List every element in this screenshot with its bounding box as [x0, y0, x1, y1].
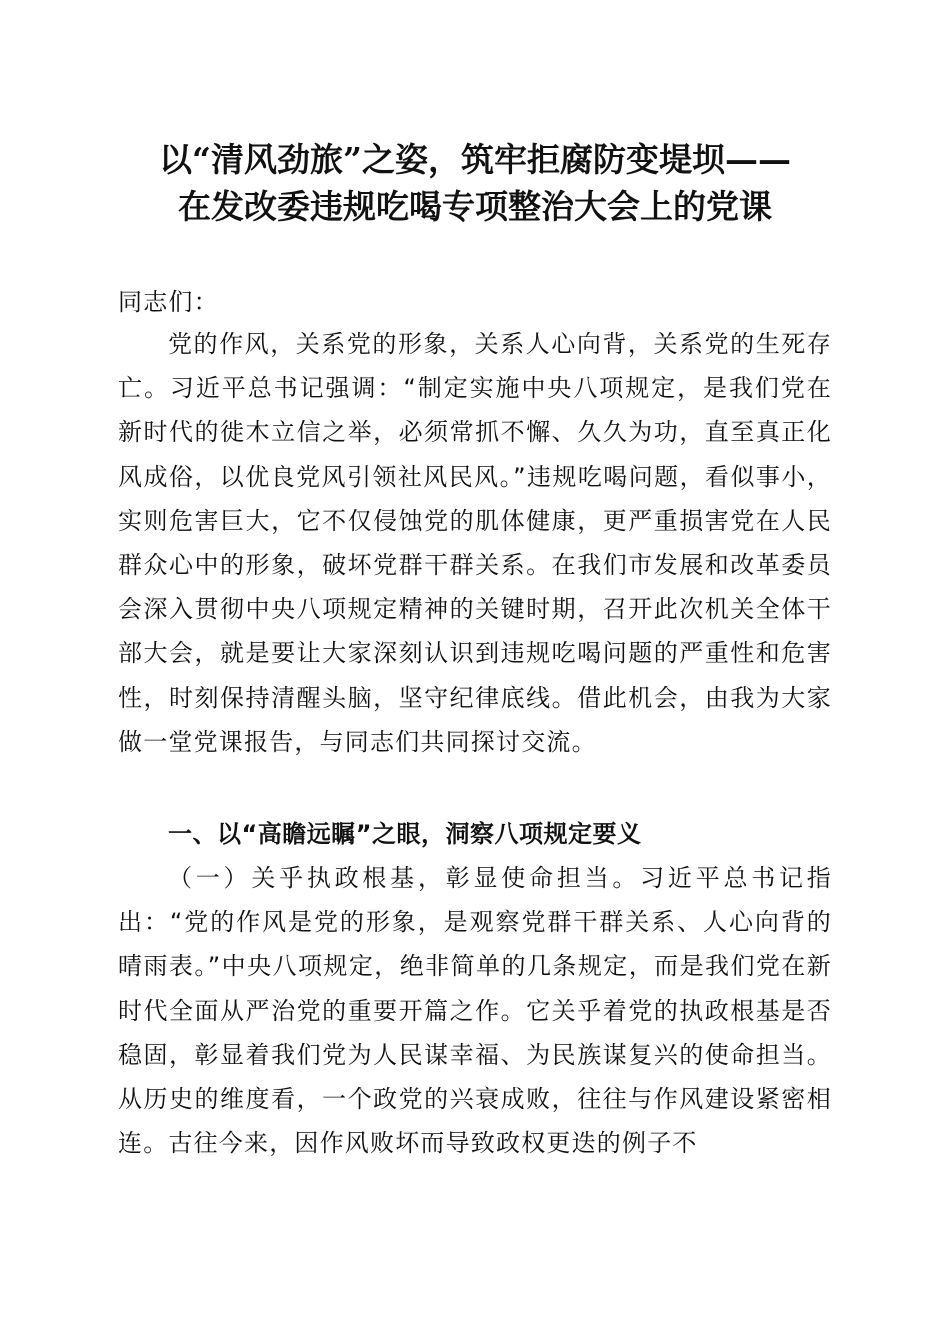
intro-paragraph: 党的作风，关系党的形象，关系人心向背，关系党的生死存亡。习近平总书记强调：“制定实施中央八项规定，是我们党在新时代的徙木立信之举，必须常抓不懈、久久为功，直至真正化风成俗，以优良党风引领社风民风。”违规吃喝问题，看似事小，实则危害巨大，它不仅侵蚀党的肌体健康，更严重损害党在人民群众心中的形象，破坏党群干群关系。在我们市发展和改革委员会深入贯彻中央八项规定精神的关键时期，召开此次机关全体干部大会，就是要让大家深刻认识到违规吃喝问题的严重性和危害性，时刻保持清醒头脑，坚守纪律底线。借此机会，由我为大家做一堂党课报告，与同志们共同探讨交流。 [118, 330, 832, 756]
section-heading-1: 一、以“高瞻远瞩”之眼，洞察八项规定要义 [168, 820, 642, 848]
document-title-line-1: 以“清风劲旅”之姿，筑牢拒腐防变堤坝—— [159, 140, 791, 179]
document-title-line-2: 在发改委违规吃喝专项整治大会上的党课 [178, 187, 772, 226]
section-1-paragraph-1: （一）关乎执政根基，彰显使命担当。习近平总书记指出：“党的作风是党的形象，是观察党群干群关系、人心向背的晴雨表。”中央八项规定，绝非简单的几条规定，而是我们党在新时代全面从严治党的重要开篇之作。它关乎着党的执政根基是否稳固，彰显着我们党为人民谋幸福、为民族谋复兴的使命担当。从历史的维度看，一个政党的兴衰成败，往往与作风建设紧密相连。古往今来，因作风败坏而导致政权更迭的例子不 [118, 864, 832, 1158]
salutation: 同志们： [118, 288, 219, 316]
